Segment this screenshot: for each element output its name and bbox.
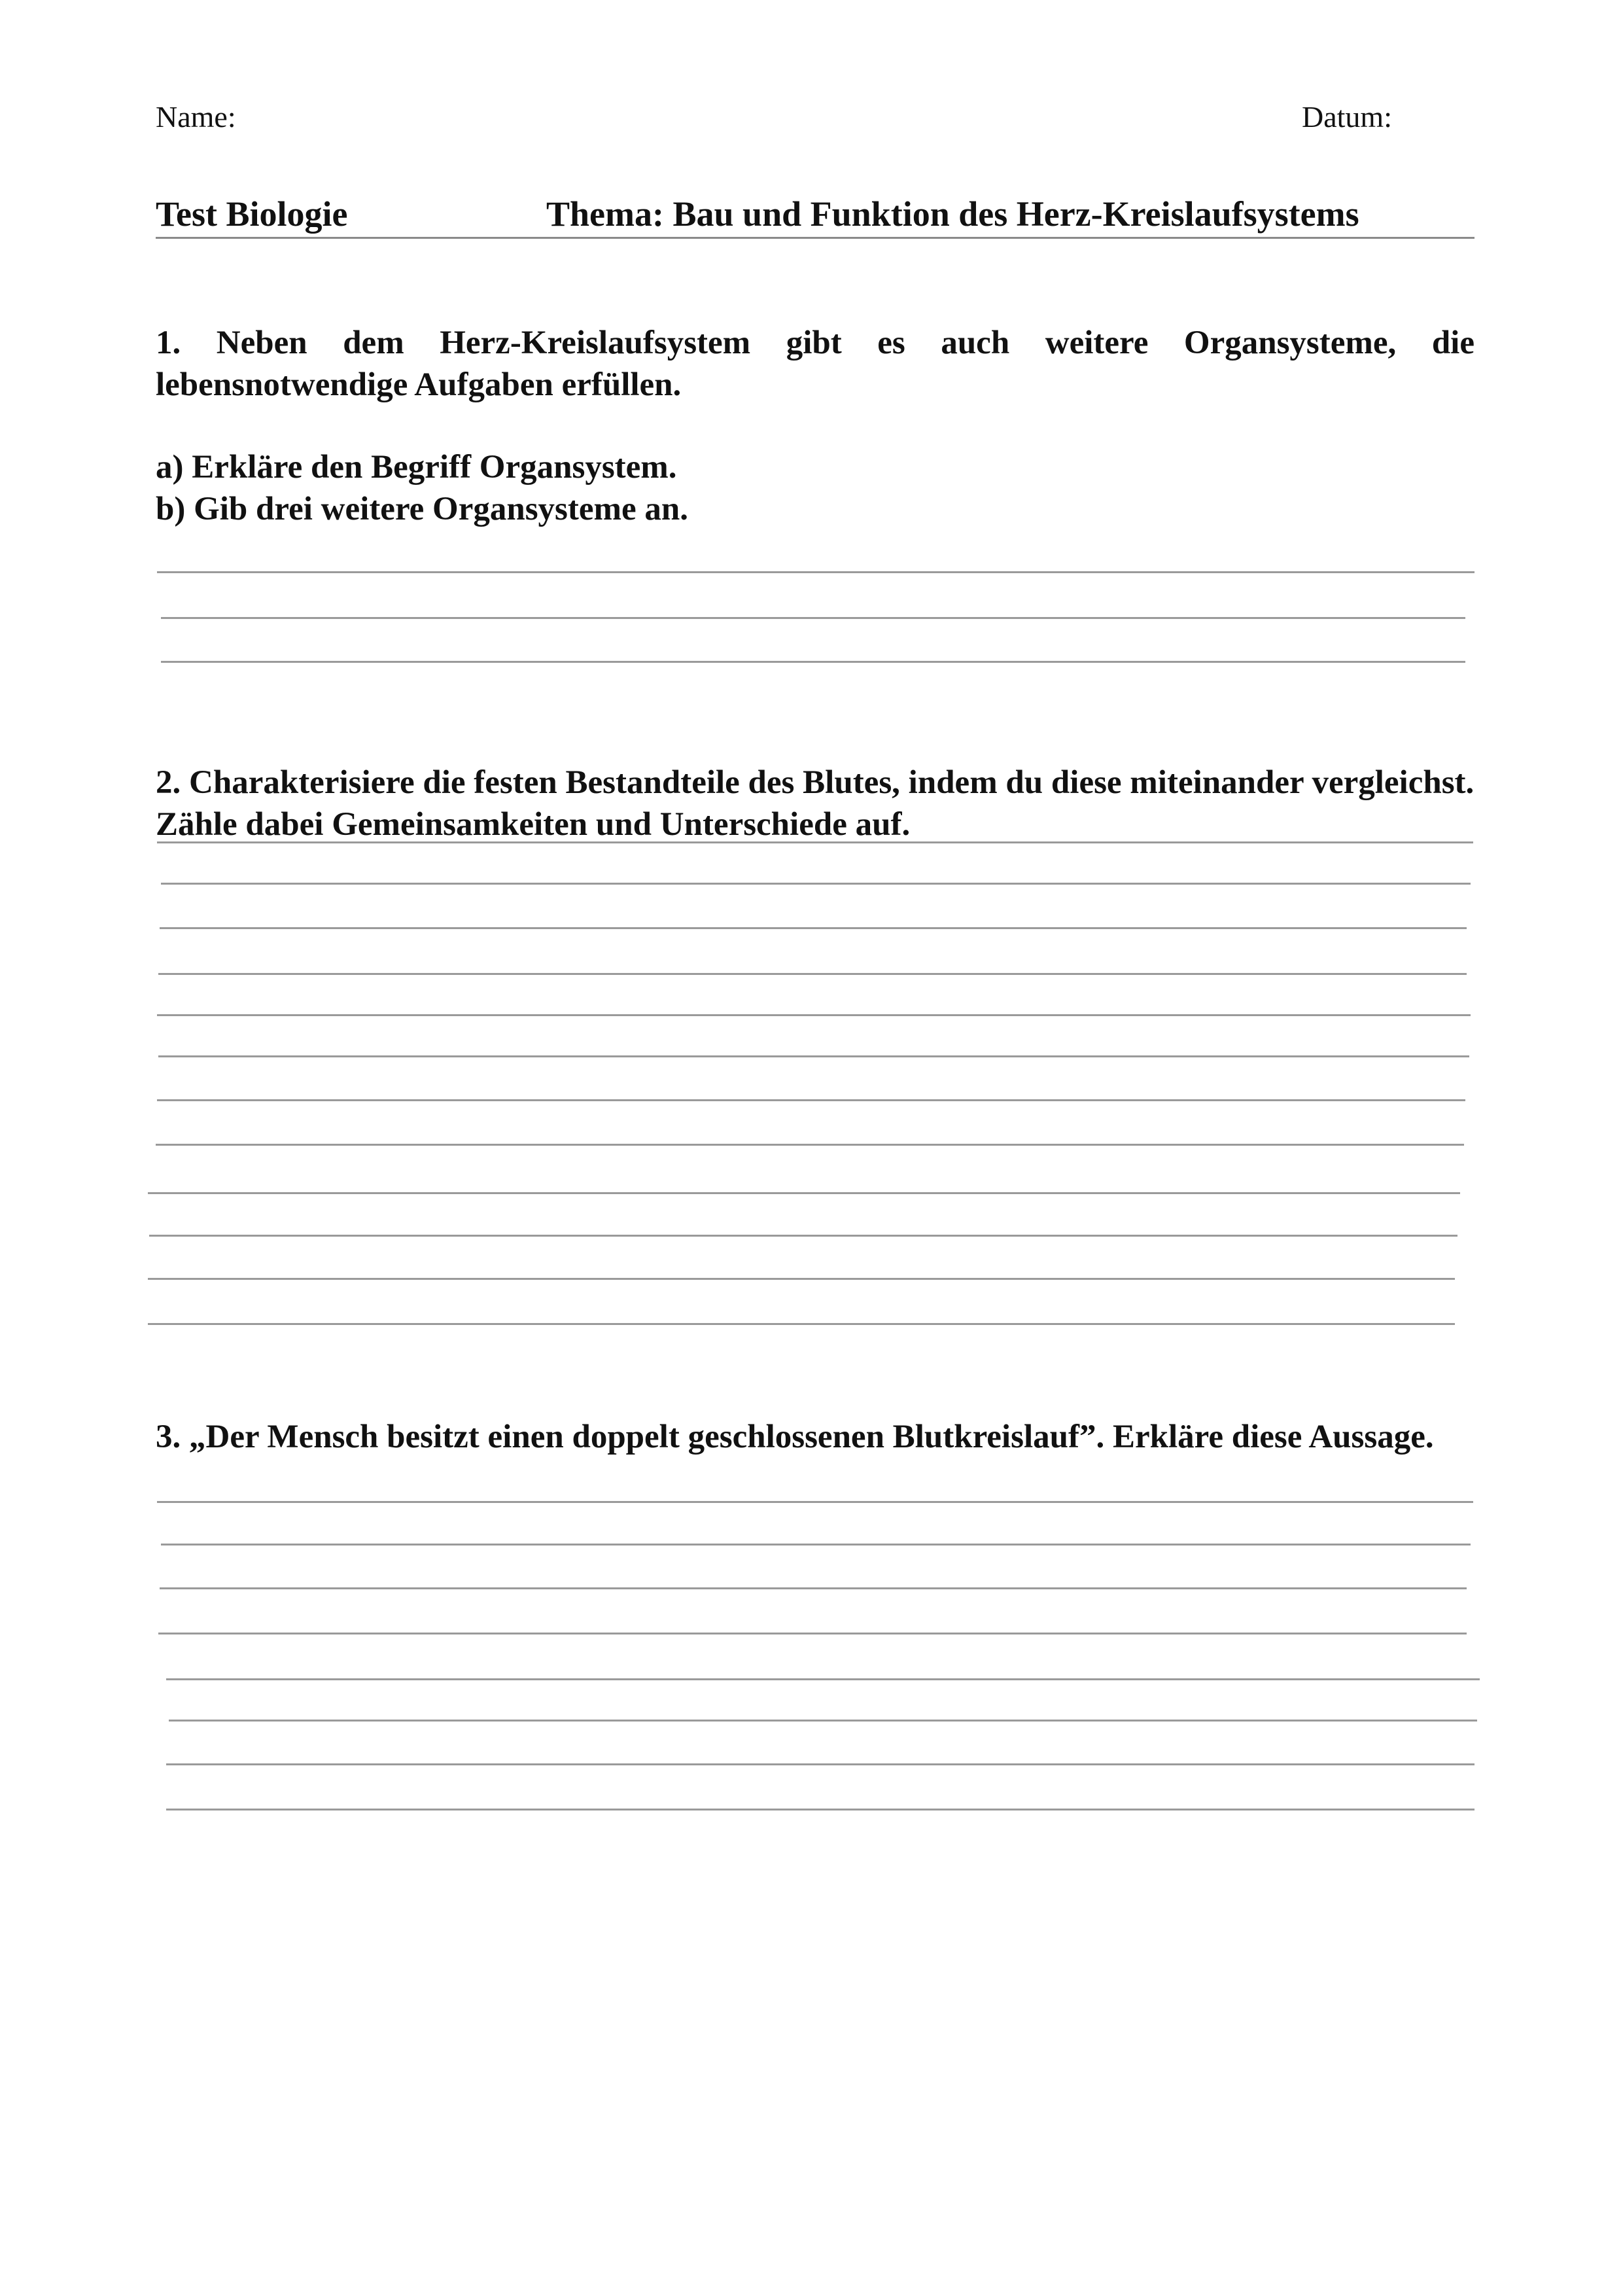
- answer-line[interactable]: [157, 1014, 1471, 1016]
- name-label: Name:: [156, 100, 236, 133]
- question-1a-text: a) Erkläre den Begriff Organsystem.: [156, 449, 677, 486]
- answer-line[interactable]: [158, 1055, 1469, 1057]
- title-underline: [156, 237, 1475, 239]
- question-1b-text: b) Gib drei weitere Organsysteme an.: [156, 491, 689, 527]
- question-2-text: 2. Charakterisiere die festen Bestandteile des Blutes, indem du diese miteinander vergleichst. Zähle dabei Gemeinsamkeiten und Unterschiede auf.: [156, 764, 1475, 843]
- answer-line[interactable]: [158, 973, 1467, 975]
- answer-line[interactable]: [161, 883, 1471, 885]
- answer-line[interactable]: [166, 1809, 1475, 1810]
- answer-line[interactable]: [149, 1235, 1457, 1237]
- test-subject: Test Biologie: [156, 194, 348, 234]
- answer-line[interactable]: [156, 1144, 1464, 1146]
- answer-line[interactable]: [157, 1099, 1465, 1101]
- answer-line[interactable]: [160, 927, 1467, 929]
- answer-line[interactable]: [157, 841, 1473, 843]
- answer-line[interactable]: [157, 571, 1475, 573]
- answer-line[interactable]: [169, 1720, 1477, 1722]
- answer-line[interactable]: [161, 1544, 1471, 1545]
- test-topic: Thema: Bau und Funktion des Herz-Kreislaufsystems: [546, 194, 1359, 234]
- answer-line[interactable]: [161, 617, 1465, 619]
- answer-line[interactable]: [148, 1323, 1455, 1325]
- answer-line[interactable]: [166, 1678, 1480, 1680]
- answer-line[interactable]: [160, 1587, 1467, 1589]
- question-3-text: 3. „Der Mensch besitzt einen doppelt geschlossenen Blutkreislauf”. Erkläre diese Aussage.: [156, 1419, 1434, 1455]
- answer-line[interactable]: [166, 1763, 1475, 1765]
- answer-line[interactable]: [157, 1501, 1473, 1503]
- answer-line[interactable]: [148, 1278, 1455, 1280]
- answer-line[interactable]: [148, 1192, 1460, 1194]
- date-label: Datum:: [1302, 100, 1392, 133]
- answer-line[interactable]: [158, 1633, 1467, 1634]
- question-1-text: 1. Neben dem Herz-Kreislaufsystem gibt es auch weitere Organsysteme, die lebensnotwendige Aufgaben erfüllen.: [156, 325, 1475, 403]
- answer-line[interactable]: [161, 661, 1465, 663]
